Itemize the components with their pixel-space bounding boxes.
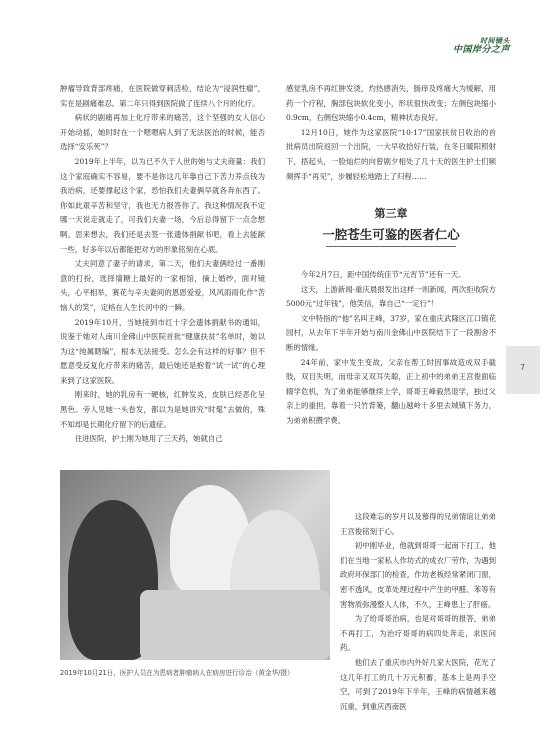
paragraph: 病状的剧痛再加上化疗带来的痛苦，这个坚强的女人信心开始动摇，她时时在一个嗯嗯病人到了无法医治的时候，能否选择“安乐死”？ (60, 113, 265, 152)
photo-bed (140, 590, 330, 660)
page-number: 7 (520, 363, 526, 372)
paragraph: 今年2月7日，距中国传统佳节“元宵节”还有一天。 (300, 270, 466, 279)
header-line2: 中国岸分之声 (452, 44, 510, 55)
paragraph: 文中特指的“他”名叫王峰，37岁，家在重庆武隆区江口镇花园村，从去年下半年开始与南川金佛山中医院结下了一段割舍不断的情缘。 (286, 313, 496, 352)
paragraph: 刚来时，她的乳房有一硬核，红肿发炎，皮肤已经恶化呈黑色。旁人见她一头卷发，都以为是她讲究“时髦”去做的，殊不知却是长期化疗留下的后遗症。 (60, 390, 265, 429)
paragraph: 这段难忘的岁月以及慕得的兄弟情谊让弟弟王宫俊铭刻于心。 (340, 512, 496, 536)
paragraph: 初中刚毕业，他就到哥哥一起南下打工，他们在当地一家私人作坊式的成衣厂劳作，为遇到政府环保部门的检查，作坊老板经常紧闭门窗，密不透风，皮革处理过程中产生的甲醛、苯等有害物质弥漫整人人体，不久，王峰患上了肝癌。 (340, 541, 496, 609)
paragraph: 2019年上半年，以为已不久于人世的她与丈夫商量：我们这个家庭确实不容易，要不是你这几年靠自己下苦力养点钱为我治病，还要撑起这个家，恐怕我们夫妻俩早就各奔东西了。你如此艰辛苦和坚守，我也无力报答你了。我这种情况我不定哪一天说走就走了，可我们夫妻一场，今后总得留下一点念想啊。思来想去，我们还是去签一张遗体捐献书吧，看上去能献一些，好多年以后都能把对方的形象铭刻在心底。 (60, 156, 265, 254)
paragraph: 丈夫同意了妻子的请求，第二天，他们夫妻俩经过一番刚意的打扮，选择墙糖上最好的一家相馆，摘上婚纱，面对镜头，心平相举，赛花与辛夫妻间的恩恩爱爱，风风雨雨化作“苦恼人的笑”，定格在人生长河中的一瞬。 (60, 259, 265, 312)
chapter-title: 第三章 (374, 207, 408, 220)
paragraph: 24年前，家中发生变故，父亲在帮工时因事故造成双手截肢，双目失明，而母亲又双耳失聪，正上初中的弟弟王宫俊面临辍学危机，为了弟弟能够继续上学，哥哥王峰毅然退学，独过父亲上的重担，靠着一只竹背篓，翻山越岭十多里去城镇下务力，为弟弟积攒学费。 (286, 357, 496, 425)
paragraph: 住进医院，护士刚为她用了三天药，她就自己 (74, 434, 223, 444)
right-top-column (286, 82, 496, 202)
chapter-divider (326, 246, 456, 247)
paragraph: 他们去了重庆市内外好几家大医院，花光了这几年打工的几十万元积蓄，基本上是两手空空，可到了2019年下半年，王峰的病情越来越沉重，到重庆西南医 (340, 657, 496, 711)
paragraph: 2019年10月，当她接到市红十字会遗体捐献书的通知，说鉴于她对人南川金佛山中医院首批“健康扶贫”名单时，她以为这“纯属瞎编”，根本无法接受。怎么会有这样的好事？但不愿意受反复化疗带来的痛苦，最后她还是抱着“试一试”的心理来到了这家医院。 (60, 317, 265, 385)
paragraph: 这天，上游新闻·重庆晨报发出这样一则新闻，两次拒收院方5000元“过年钱”，他笑信，靠自己“一定行”！ (286, 284, 496, 309)
left-column (60, 82, 265, 462)
paragraph: 为了给哥哥治病，也是对哥哥的报答，弟弟不再打工，为治疗哥哥的病四处奔走，求医问药。 (340, 614, 496, 653)
header-line1: 时间镜头 (480, 37, 510, 45)
chapter-subtitle: 一腔苍生可鉴的医者仁心 (322, 227, 460, 242)
paragraph: 肿瘤导致背部疼痛，在医院做穿刺活检，结论为“浸润性瘤”，实在是剧痛难忍。第二年只得到医院做了连续八个月的化疗。 (60, 84, 265, 108)
photo-caption: 2019年10月21日，医护人员在为患病者肿瘤病人在病房进行诊治（黄金华/摄） (60, 669, 294, 677)
paragraph: 感觉乳房不再红肿发烫，灼热感消失，肠痒及疼痛大为缓解，用药一个疗程，胸部包块软化变小，形状很快改变；左侧包块缩小0.9cm，右侧包块缩小0.4cm，精神状态良好。 (286, 84, 496, 123)
news-photo (60, 470, 330, 660)
right-bottom-column (340, 510, 496, 718)
page-number-tab (506, 346, 540, 394)
paragraph: 12月10日，她作为这家医院“10·17”国家扶贫日收治的首批病员出院返回一个出院，一大早收拾好行装，在冬日暖阳照射下，捂起头，一脸灿烂的向曾剧夕相处了几十天的医生护士们频频挥手“再见”，步履轻松地踏上了归程…… (286, 127, 496, 181)
chapter-heading (286, 205, 496, 247)
magazine-header (453, 38, 510, 56)
